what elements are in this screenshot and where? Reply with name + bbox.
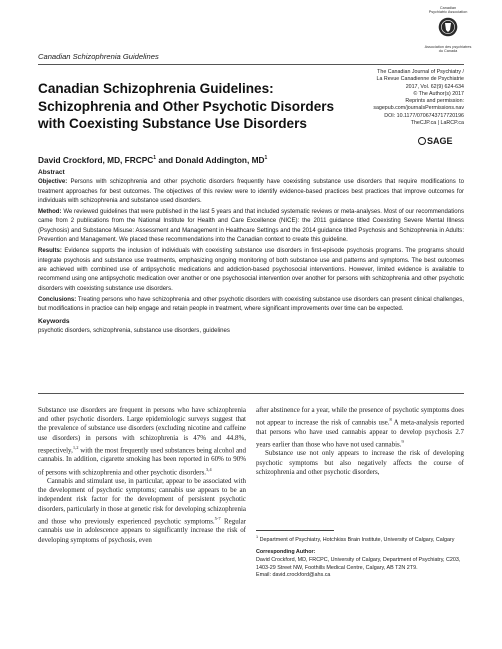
logo-text-top: Canadian Psychiatric Association xyxy=(428,6,468,15)
footnote-rule xyxy=(256,530,334,531)
abstract-method: Method: We reviewed guidelines that were published in the last 5 years and that included systematic reviews or meta-analyses. Most of our recommendations came from 2 publications from the National Institute for Health and Care Excellence (NICE): the 2011 guidance titled Coexisting Severe Mental Illness (Psychosis) and Substance Misuse: Assessment and Management in Healthcare Settings and the 2014 guidance titled Psychosis and Schizophrenia in Adults: Prevention and Management. We placed these recommendations into the Canadian context to create this guideline. xyxy=(38,209,464,244)
abstract-results: Results: Evidence supports the inclusion of individuals with coexisting substance use disorders in first-episode psychosis programs. The programs should integrate psychosis and substance use treatments, emphasizing ongoing monitoring of both substance use and patterns and symptoms. The best outcomes are achieved with combined use of antipsychotic medications and addiction-based psychosocial interventions. However, limited evidence is available to recommend using one antipsychotic medication over another or one psychosocial intervention over another for persons with schizophrenia and other psychotic disorders with coexisting substance use disorders. xyxy=(38,248,465,292)
affiliation: $^1$ Department of Psychiatry, Hotchkiss Brain Institute, University of Calgary, Calgary xyxy=(256,535,455,543)
authors-line: David Crockford, MD, FRCPC$^1$ and Donald Addington, $MD^1$ xyxy=(38,155,268,165)
running-head: Canadian Schizophrenia Guidelines xyxy=(38,52,159,61)
keywords-list: psychotic disorders, schizophrenia, substance use disorders, guidelines xyxy=(38,327,230,334)
body-column-right xyxy=(256,406,464,477)
abstract-objective: Objective: Persons with schizophrenia and other psychotic disorders frequently have coexisting substance use disorders that require modifications to treatment approaches for best outcomes. The objectives of this review were to identify evidence-based practices best practices that improve outcomes for individuals with schizophrenia and substance used disorders. xyxy=(38,179,464,204)
abstract-block xyxy=(38,168,464,336)
body-column-left xyxy=(38,406,246,545)
logo-text-bottom: Association des psychiatres du Canada xyxy=(424,44,472,54)
keywords-heading: Keywords xyxy=(38,318,70,326)
body-paragraph: Cannabis and stimulant use, in particular, appear to be associated with the development of psychotic symptoms; cannabis use appears to be an independent risk factor for the development of persistent psychotic disorders, particularly in those at genetic risk for developing schizophrenia and those who previously experienced psychotic symptoms.$^{5-7}$ Regular cannabis use in adolescence appears to significantly increase the risk of developing symptoms of psychosis, even xyxy=(38,477,246,544)
publication-info: The Canadian Journal of Psychiatry / La Revue Canadienne de Psychiatrie 2017, Vol. 62(9) 624-634 © The Author(s) 2017 Reprints and permission: sagepub.com/journalsPermissions.nav DOI: 10.1177/0706743717720196 TheCJP.ca | LaRCP.ca xyxy=(373,69,464,127)
corresponding-author-heading: Corresponding Author: xyxy=(256,549,316,556)
corresponding-author-address: David Crockford, MD, FRCPC, University of Calgary, Department of Psychiatry, C203, 1403-29 Street NW, Foothills Medical Centre, Calgary, AB T2N 2T9. xyxy=(256,556,461,571)
sage-mark-icon xyxy=(418,137,426,145)
abstract-rule xyxy=(38,393,464,394)
corresponding-author-email: Email: david.crockford@ahs.ca xyxy=(256,572,331,579)
header-rule xyxy=(38,64,464,65)
footnote-block xyxy=(256,534,464,580)
journal-logo xyxy=(418,6,478,54)
abstract-conclusions: Conclusions: Treating persons who have schizophrenia and other psychotic disorders with coexisting substance use disorders can present clinical challenges, but modifications in practice can help engage and retain people in treatment, where significant improvements over time can be expected. xyxy=(38,296,464,313)
article-title: Canadian Schizophrenia Guidelines: Schizophrenia and Other Psychotic Disorders with Coexisting Substance Use Disorders xyxy=(38,81,335,131)
body-paragraph: Substance use not only appears to increase the risk of developing psychotic symptoms but also negatively affects the course of schizophrenia and other psychotic disorders, xyxy=(256,449,464,476)
association-seal-icon xyxy=(438,17,458,37)
body-paragraph: after abstinence for a year, while the presence of psychotic symptoms does not appear to increase the risk of cannabis use.$^8$ A meta-analysis reported that persons who have used cannabis appear to develop psychosis 2.7 years earlier than those who have not used cannabis.$^9$ xyxy=(256,406,464,449)
abstract-heading: Abstract xyxy=(38,169,65,176)
publisher-logo: SAGE xyxy=(418,136,453,146)
body-paragraph: Substance use disorders are frequent in persons who have schizophrenia and other psychotic disorders. Large epidemiologic surveys suggest that the prevalence of substance use disorders (excluding nicotine and caffeine use disorders) in persons with schizophrenia is 47% and 44.8%, respectively,$^{1,2}$ with the most frequently used substances being alcohol and cannabis. In addition, cigarette smoking has been reported in 60% to 90% of persons with schizophrenia and other psychotic disorders.$^{3,4}$ xyxy=(38,406,246,476)
